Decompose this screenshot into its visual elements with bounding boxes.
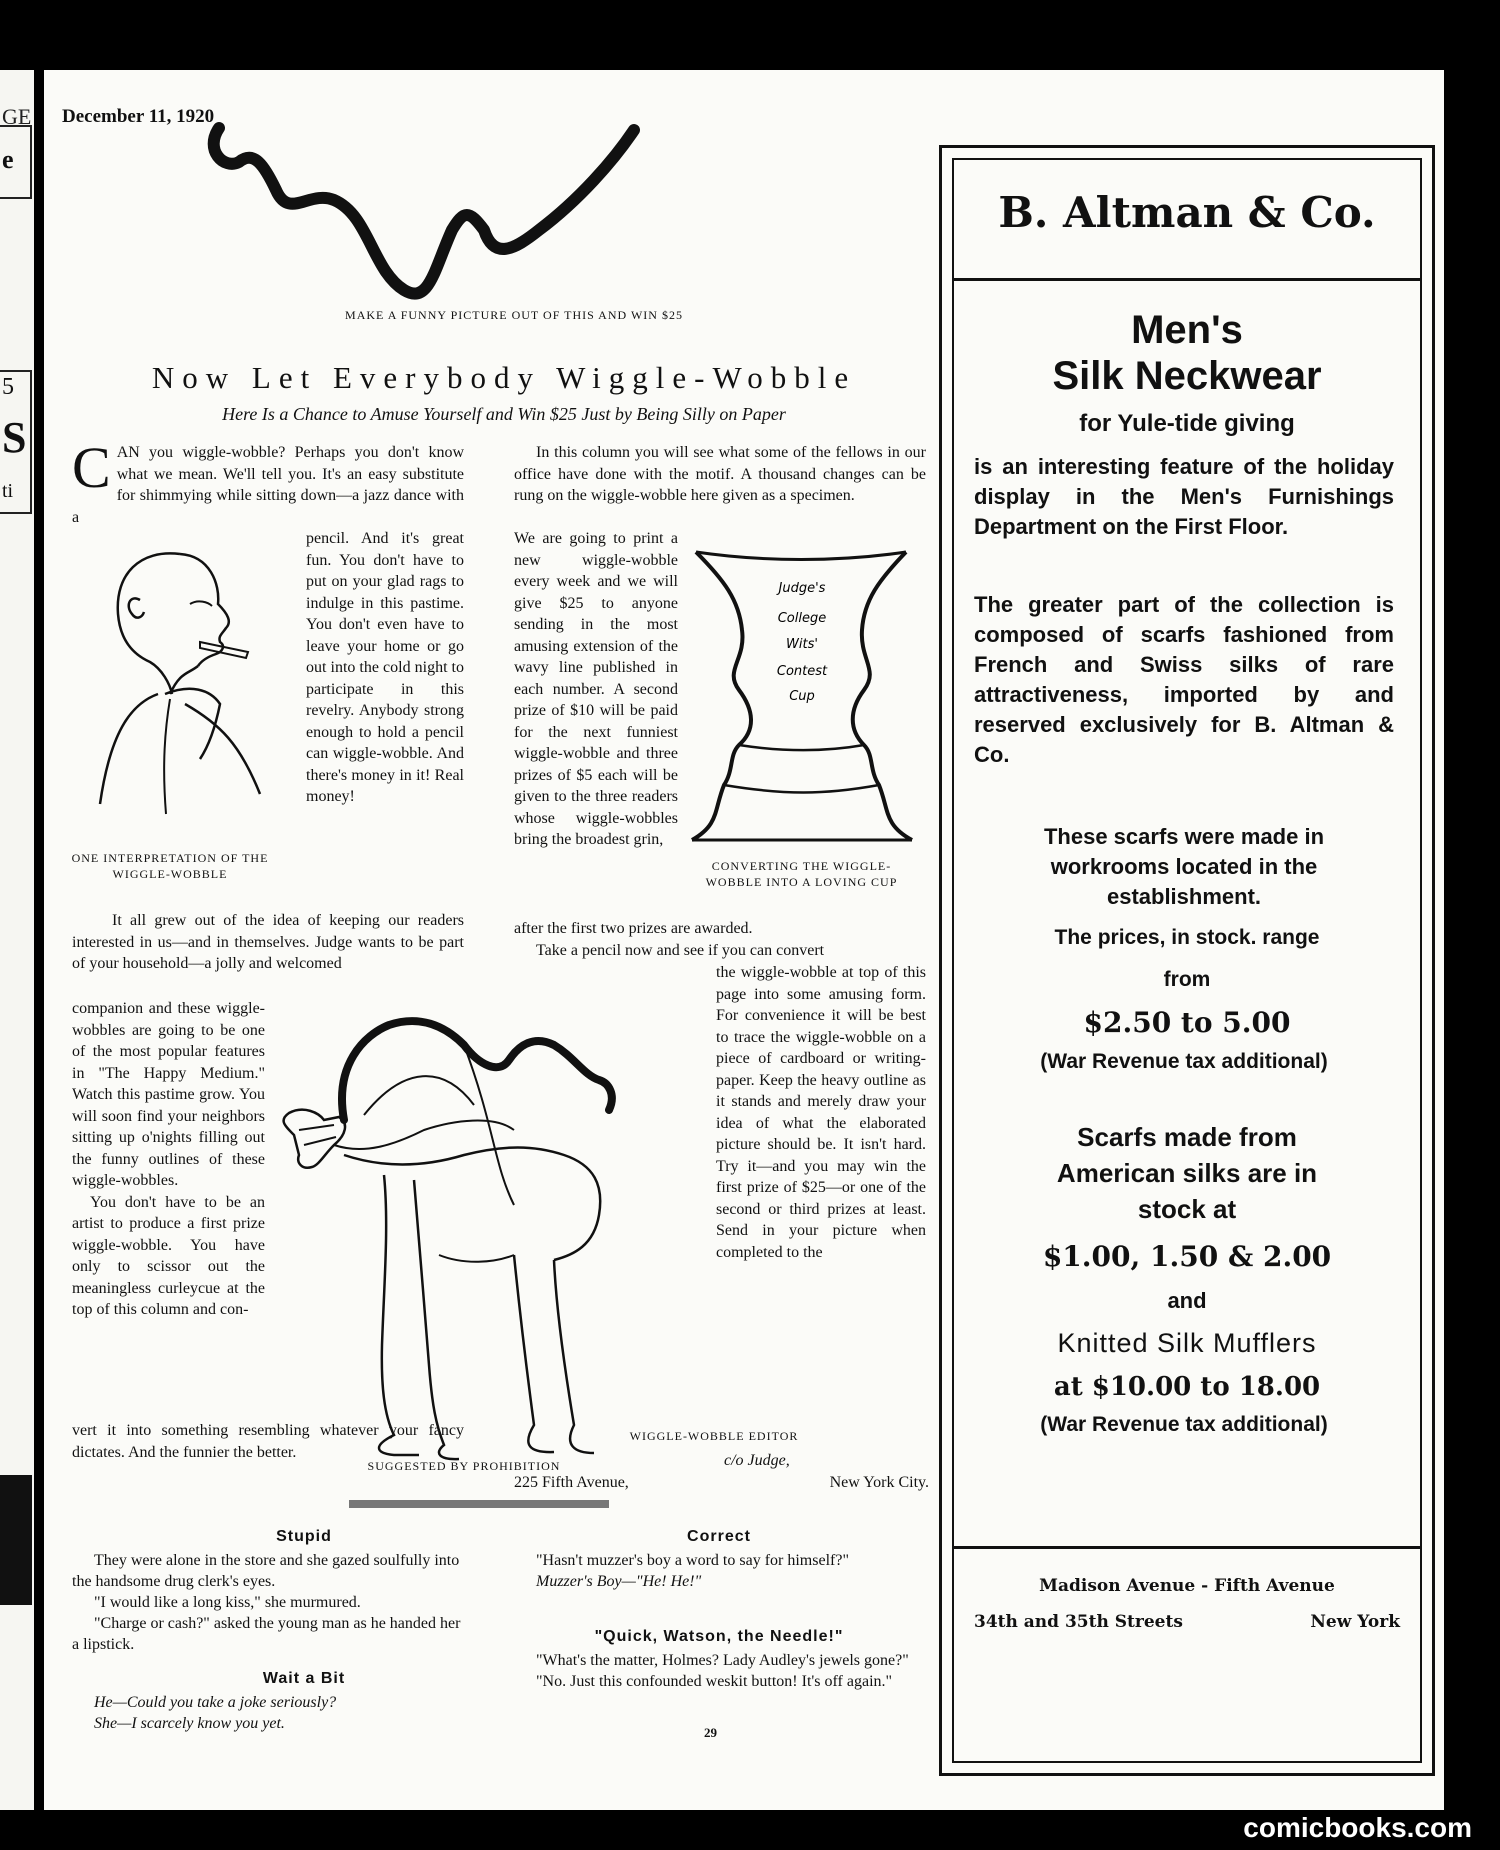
margin-fragment: ti xyxy=(2,480,14,502)
ad-tax-note1: (War Revenue tax additional) xyxy=(1040,1050,1328,1073)
ad-mufflers-price: at $10.00 to 18.00 xyxy=(1053,1372,1321,1402)
cup-inscription: Judge's xyxy=(778,581,826,596)
margin-fragment: e xyxy=(2,145,14,174)
ad-tax-note2: (War Revenue tax additional) xyxy=(1040,1413,1328,1436)
ad-footer-streets: 34th and 35th Streets xyxy=(974,1612,1183,1632)
joke-title-wait: Wait a Bit xyxy=(262,1670,346,1687)
body-text-col2-right xyxy=(716,962,926,1263)
care-of-line: c/o Judge, xyxy=(724,1452,790,1469)
joke-line: They were alone in the store and she gazed soulfully into the handsome drug clerk's eyes. xyxy=(72,1552,460,1590)
loving-cup-illustration xyxy=(684,540,919,860)
body-text-col1-continued xyxy=(72,910,464,975)
paragraph: vert it into something resembling whatever your fancy dictates. And the funnier the better. xyxy=(72,1422,464,1461)
caption-cup: CONVERTING THE WIGGLE-WOBBLE INTO A LOVING CUP xyxy=(705,859,898,889)
ad-divider xyxy=(954,1546,1420,1549)
caption-man: ONE INTERPRETATION OF THE WIGGLE-WOBBLE xyxy=(71,851,269,881)
joke-line: Muzzer's Boy—"He! He!" xyxy=(536,1573,702,1590)
ad-from: from xyxy=(1163,968,1211,991)
camel-illustration xyxy=(264,1005,704,1475)
ad-prices-line: The prices, in stock. range xyxy=(1054,926,1320,949)
joke-line: "I would like a long kiss," she murmured. xyxy=(94,1594,361,1611)
paragraph: after the first two prizes are awarded. xyxy=(514,920,753,937)
caption-camel: SUGGESTED BY PROHIBITION xyxy=(367,1459,561,1473)
section-divider xyxy=(349,1500,609,1508)
altman-advertisement xyxy=(939,145,1435,1776)
drop-cap: C xyxy=(72,435,111,500)
margin-box xyxy=(0,125,32,199)
paragraph: AN you wiggle-wobble? Perhaps you don't know what we mean. We'll tell you. It's an easy substitute for shimmying while sitting down—a jazz dance with a xyxy=(72,444,464,526)
ad-tagline: for Yule-tide giving xyxy=(1079,410,1295,437)
joke-title-correct: Correct xyxy=(687,1528,751,1545)
joke-watson xyxy=(514,1650,926,1692)
margin-box xyxy=(0,370,32,514)
ad-divider xyxy=(954,278,1420,281)
article-title: Now Let Everybody Wiggle-Wobble xyxy=(151,360,857,395)
cup-inscription: Cup xyxy=(789,689,815,704)
ad-american-line1: Scarfs made from xyxy=(1077,1122,1297,1152)
editor-line: WIGGLE-WOBBLE EDITOR xyxy=(629,1429,799,1443)
ad-paragraph3: These scarfs were made in workrooms located in the establishment. xyxy=(1043,824,1325,909)
ad-american-line3: stock at xyxy=(1137,1194,1237,1224)
joke-line: "No. Just this confounded weskit button! It's off again." xyxy=(536,1673,893,1690)
ad-and: and xyxy=(1167,1288,1207,1313)
page-number: 29 xyxy=(704,1725,717,1740)
paragraph: the wiggle-wobble at top of this page into some amusing form. For convenience it will be best to trace the wiggle-wobble on a piece of cardboard or writing-paper. Keep the heavy outline as it stands and merely draw your idea of what the elaborated picture should be. It isn't hard. Try it—and you may win the first prize of $25—or one of the second or third prizes at least. Send in your picture when completed to the xyxy=(716,964,926,1261)
ad-footer-avenues: Madison Avenue - Fifth Avenue xyxy=(1039,1576,1335,1596)
ad-mufflers: Knitted Silk Mufflers xyxy=(1057,1328,1317,1358)
ad-brand: B. Altman & Co. xyxy=(998,188,1376,237)
ad-footer-city: New York xyxy=(1310,1612,1400,1632)
article-subtitle: Here Is a Chance to Amuse Yourself and Win $25 Just by Being Silly on Paper xyxy=(222,404,786,424)
body-text-col1-intro xyxy=(72,435,464,528)
wiggle-caption: MAKE A FUNNY PICTURE OUT OF THIS AND WIN $25 xyxy=(345,308,683,322)
joke-line: "Hasn't muzzer's boy a word to say for himself?" xyxy=(536,1552,849,1569)
cup-inscription: College xyxy=(777,611,827,626)
joke-title-stupid: Stupid xyxy=(276,1528,332,1545)
ad-paragraph2: The greater part of the collection is composed of scarfs fashioned from French and Swiss silks of rare attractiveness, imported by and reserved exclusively for B. Altman & Co. xyxy=(974,592,1394,767)
paragraph: companion and these wiggle-wobbles are going to be one of the most popular features in "The Happy Medium." Watch this pastime grow. You will soon find your neighbors sitting up o'nights filling out the funny outlines of these wiggle-wobbles. xyxy=(72,1000,265,1189)
joke-title-watson: "Quick, Watson, the Needle!" xyxy=(594,1628,844,1645)
margin-fragment: S xyxy=(2,413,27,462)
address-city: New York City. xyxy=(829,1474,929,1491)
body-text-col2-narrow xyxy=(514,528,678,851)
ad-american-line2: American silks are in xyxy=(1056,1158,1318,1188)
paragraph: It all grew out of the idea of keeping our readers interested in us—and in themselves. Judge wants to be part of your household—a jolly and welcomed xyxy=(72,912,464,972)
ad-paragraph1: is an interesting feature of the holiday display in the Men's Furnishings Department on the First Floor. xyxy=(974,454,1394,539)
joke-line: He—Could you take a joke seriously? xyxy=(94,1694,337,1711)
margin-fragment: GE xyxy=(2,104,32,129)
body-text-col1-narrow xyxy=(306,528,464,808)
paragraph: pencil. And it's great fun. You don't have to put on your glad rags to indulge in this pastime. You don't even have to leave your home or go out into the cold night to participate in this revelry. Anybody strong enough to hold a pencil can wiggle-wobble. And there's money in it! Real money! xyxy=(306,530,464,805)
joke-correct xyxy=(514,1550,926,1592)
ad-inner-frame xyxy=(952,158,1422,1763)
site-watermark: comicbooks.com xyxy=(1243,1812,1472,1843)
paragraph: In this column you will see what some of the fellows in our office have done with the motif. A thousand changes can be rung on the wiggle-wobble here given as a specimen. xyxy=(514,444,926,504)
ad-heading1: Men's xyxy=(1131,308,1243,352)
issue-date: December 11, 1920 xyxy=(62,106,215,127)
joke-stupid xyxy=(72,1550,464,1655)
cup-inscription: Wits' xyxy=(786,637,818,652)
paragraph: Take a pencil now and see if you can convert xyxy=(536,941,825,959)
joke-line: She—I scarcely know you yet. xyxy=(94,1715,285,1732)
margin-dark-block xyxy=(0,1475,32,1605)
magazine-page xyxy=(44,70,1444,1810)
previous-page-edge xyxy=(0,70,34,1810)
ad-heading2: Silk Neckwear xyxy=(1052,354,1322,398)
ad-price-range2: $1.00, 1.50 & 2.00 xyxy=(1042,1240,1332,1273)
joke-line: "What's the matter, Holmes? Lady Audley's jewels gone?" xyxy=(536,1652,909,1669)
margin-fragment: 5 xyxy=(2,374,14,400)
paragraph: You don't have to be an artist to produce a first prize wiggle-wobble. You have only to scissor out the meaningless curleycue at the top of this column and con- xyxy=(72,1193,265,1318)
paragraph: We are going to print a new wiggle-wobble every week and we will give $25 to anyone sending in the most amusing extension of the wavy line published in each number. A second prize of $10 will be paid for the next funniest wiggle-wobble and three prizes of $5 each will be given to the three readers whose wiggle-wobbles bring the broadest grin, xyxy=(514,530,678,848)
body-text-col2-intro xyxy=(514,442,926,507)
body-text-col1-left xyxy=(72,998,265,1321)
wiggle-wobble-curve xyxy=(194,120,664,320)
address-street: 225 Fifth Avenue, xyxy=(514,1474,629,1491)
cup-inscription: Contest xyxy=(776,664,828,679)
joke-wait xyxy=(72,1692,464,1734)
body-text-col2-mid xyxy=(514,918,926,961)
ad-price-range1: $2.50 to 5.00 xyxy=(1083,1006,1291,1039)
man-with-cigar-illustration xyxy=(70,544,270,844)
joke-line: "Charge or cash?" asked the young man as he handed her a lipstick. xyxy=(72,1615,461,1653)
